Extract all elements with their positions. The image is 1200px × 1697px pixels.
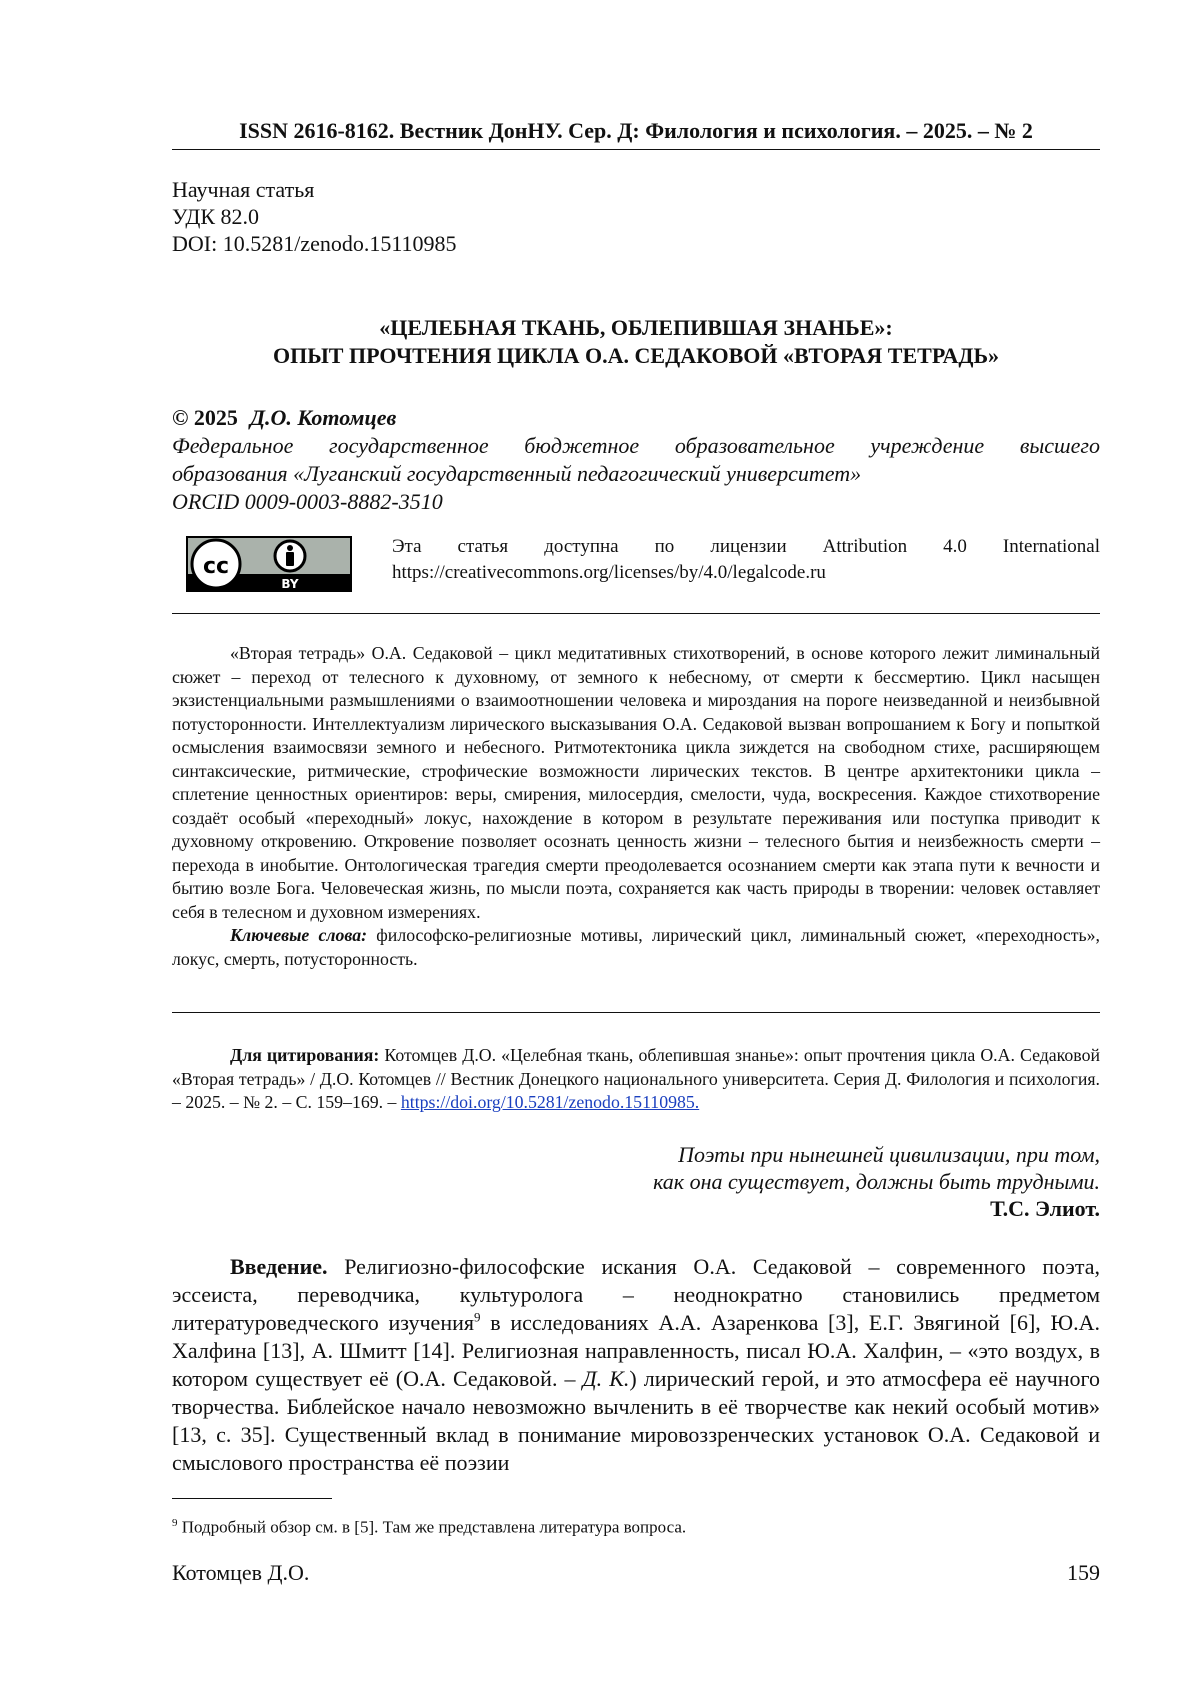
epigraph <box>653 1141 1100 1222</box>
license-text <box>392 534 1100 586</box>
footnote-text: Подробный обзор см. в [5]. Там же представлена литература вопроса. <box>181 1517 687 1537</box>
orcid: ORCID 0009-0003-8882-3510 <box>172 489 443 514</box>
epigraph-line-2: как она существует, должны быть трудными. <box>653 1169 1100 1194</box>
doi: DOI: 10.5281/zenodo.15110985 <box>172 231 457 256</box>
footnote-mark: 9 <box>172 1517 178 1529</box>
keywords-label: Ключевые слова: <box>230 925 368 945</box>
footnote-ref[interactable]: 9 <box>473 1309 481 1325</box>
author-line <box>172 405 396 431</box>
keywords <box>172 924 1100 971</box>
abstract-text: «Вторая тетрадь» О.А. Седаковой – цикл медитативных стихотворений, в основе которого лежит лиминальный сюжет – переход от телесного к духовному, от земного к небесному, от смерти к бессмертию. Цикл насыщен экзистенциальными размышлениями о взаимоотношении человека и мироздания на пороге неизведанной и неизбывной потусторонности. Интеллектуализм лирического высказывания О.А. Седаковой вызван вопрошанием к Богу и попыткой осмысления взаимосвязи земного и небесного. Ритмотектоника цикла зиждется на свободном стихе, расширяющем синтаксические, ритмические, строфические возможности лирических текстов. В центре архитектоники цикла – сплетение ценностных ориентиров: веры, смирения, милосердия, смелости, чуда, воскресения. Каждое стихотворение создаёт особый «переходный» локус, нахождение в котором в результате переживания или поступка приводит к духовному откровению. Откровение позволяет осознать ценность жизни – телесного бытия и неизбежность смерти – перехода в инобытие. Онтологическая трагедия смерти преодолевается осознанием смерти как этапа пути к вечности и бытию возле Бога. Человеческая жизнь, по мысли поэта, сохраняется как часть природы в творении: человек оставляет себя в телесном и духовном измерениях. <box>172 643 1100 922</box>
divider-top <box>172 613 1100 614</box>
intro-heading: Введение. <box>230 1254 328 1279</box>
article-type: Научная статья <box>172 177 315 202</box>
citation-label: Для цитирования: <box>230 1045 380 1065</box>
cc-by-license-icon <box>186 536 352 592</box>
body-text <box>172 1253 1100 1477</box>
page-number: 159 <box>1067 1560 1100 1585</box>
author-initials: Д. К. <box>582 1366 630 1391</box>
body-part-3: ) лирический герой, и это атмосфера её научного творчества. Библейское начало невозможно вычленить в её творчестве как некий особый мотив» [13, с. 35]. Существенный вклад в понимание мировоззренческих установок О.А. Седаковой и смыслового пространства её поэзии <box>172 1366 1101 1475</box>
by-badge-label: BY <box>281 577 299 591</box>
license-line-1: Эта статья доступна по лицензии Attribution 4.0 International <box>392 536 1100 557</box>
citation-text: Котомцев Д.О. «Целебная ткань, облепившая знанье»: опыт прочтения цикла О.А. Седаковой «Вторая тетрадь» / Д.О. Котомцев // Вестник Донецкого национального университета. Серия Д. Филология и психология. – 2025. – № 2. – С. 159–169. – <box>172 1045 1100 1112</box>
divider-bottom <box>172 1012 1100 1013</box>
affiliation <box>172 432 1100 516</box>
body-part-2: в исследованиях А.А. Азаренкова [3], Е.Г. Звягиной [6], Ю.А. Халфина [13], А. Шмитт [14]. Религиозная направленность, писал Ю.А. Халфин, – «это воздух, в котором существует её (О.А. Седаковой. – <box>172 1310 1100 1391</box>
citation-doi-link[interactable]: https://doi.org/10.5281/zenodo.15110985. <box>400 1092 700 1112</box>
article-title <box>172 314 1100 370</box>
author-name: Д.О. Котомцев <box>249 405 397 430</box>
epigraph-author: Т.С. Элиот. <box>990 1196 1100 1221</box>
footer-author: Котомцев Д.О. <box>172 1560 310 1585</box>
license-url[interactable]: https://creativecommons.org/licenses/by/4.0/legalcode.ru <box>392 562 826 583</box>
journal-header: ISSN 2616-8162. Вестник ДонНУ. Сер. Д: Филология и психология. – 2025. – № 2 <box>172 118 1100 150</box>
title-line-2: ОПЫТ ПРОЧТЕНИЯ ЦИКЛА О.А. СЕДАКОВОЙ «ВТОРАЯ ТЕТРАДЬ» <box>272 343 1000 368</box>
citation-block <box>172 1044 1100 1115</box>
article-meta <box>172 176 457 257</box>
epigraph-line-1: Поэты при нынешней цивилизации, при том, <box>678 1142 1100 1167</box>
keywords-list: философско-религиозные мотивы, лирический цикл, лиминальный сюжет, «переходность», локус, смерть, потусторонность. <box>172 925 1100 969</box>
body-part-1: Религиозно-философские искания О.А. Седаковой – современного поэта, эссеиста, переводчика, культуролога – неоднократно становились предметом литературоведческого изучения <box>172 1254 1101 1335</box>
footnote-divider <box>172 1498 332 1499</box>
footnote <box>172 1512 686 1539</box>
affiliation-line-1: Федеральное государственное бюджетное образовательное учреждение высшего <box>172 433 1100 458</box>
copyright: © 2025 <box>172 405 238 430</box>
cc-badge-label: cc <box>202 554 230 579</box>
abstract <box>172 642 1100 971</box>
udk-code: УДК 82.0 <box>172 204 260 229</box>
title-line-1: «ЦЕЛЕБНАЯ ТКАНЬ, ОБЛЕПИВШАЯ ЗНАНЬЕ»: <box>379 315 893 340</box>
affiliation-line-2: образования «Луганский государственный педагогический университет» <box>172 461 862 486</box>
